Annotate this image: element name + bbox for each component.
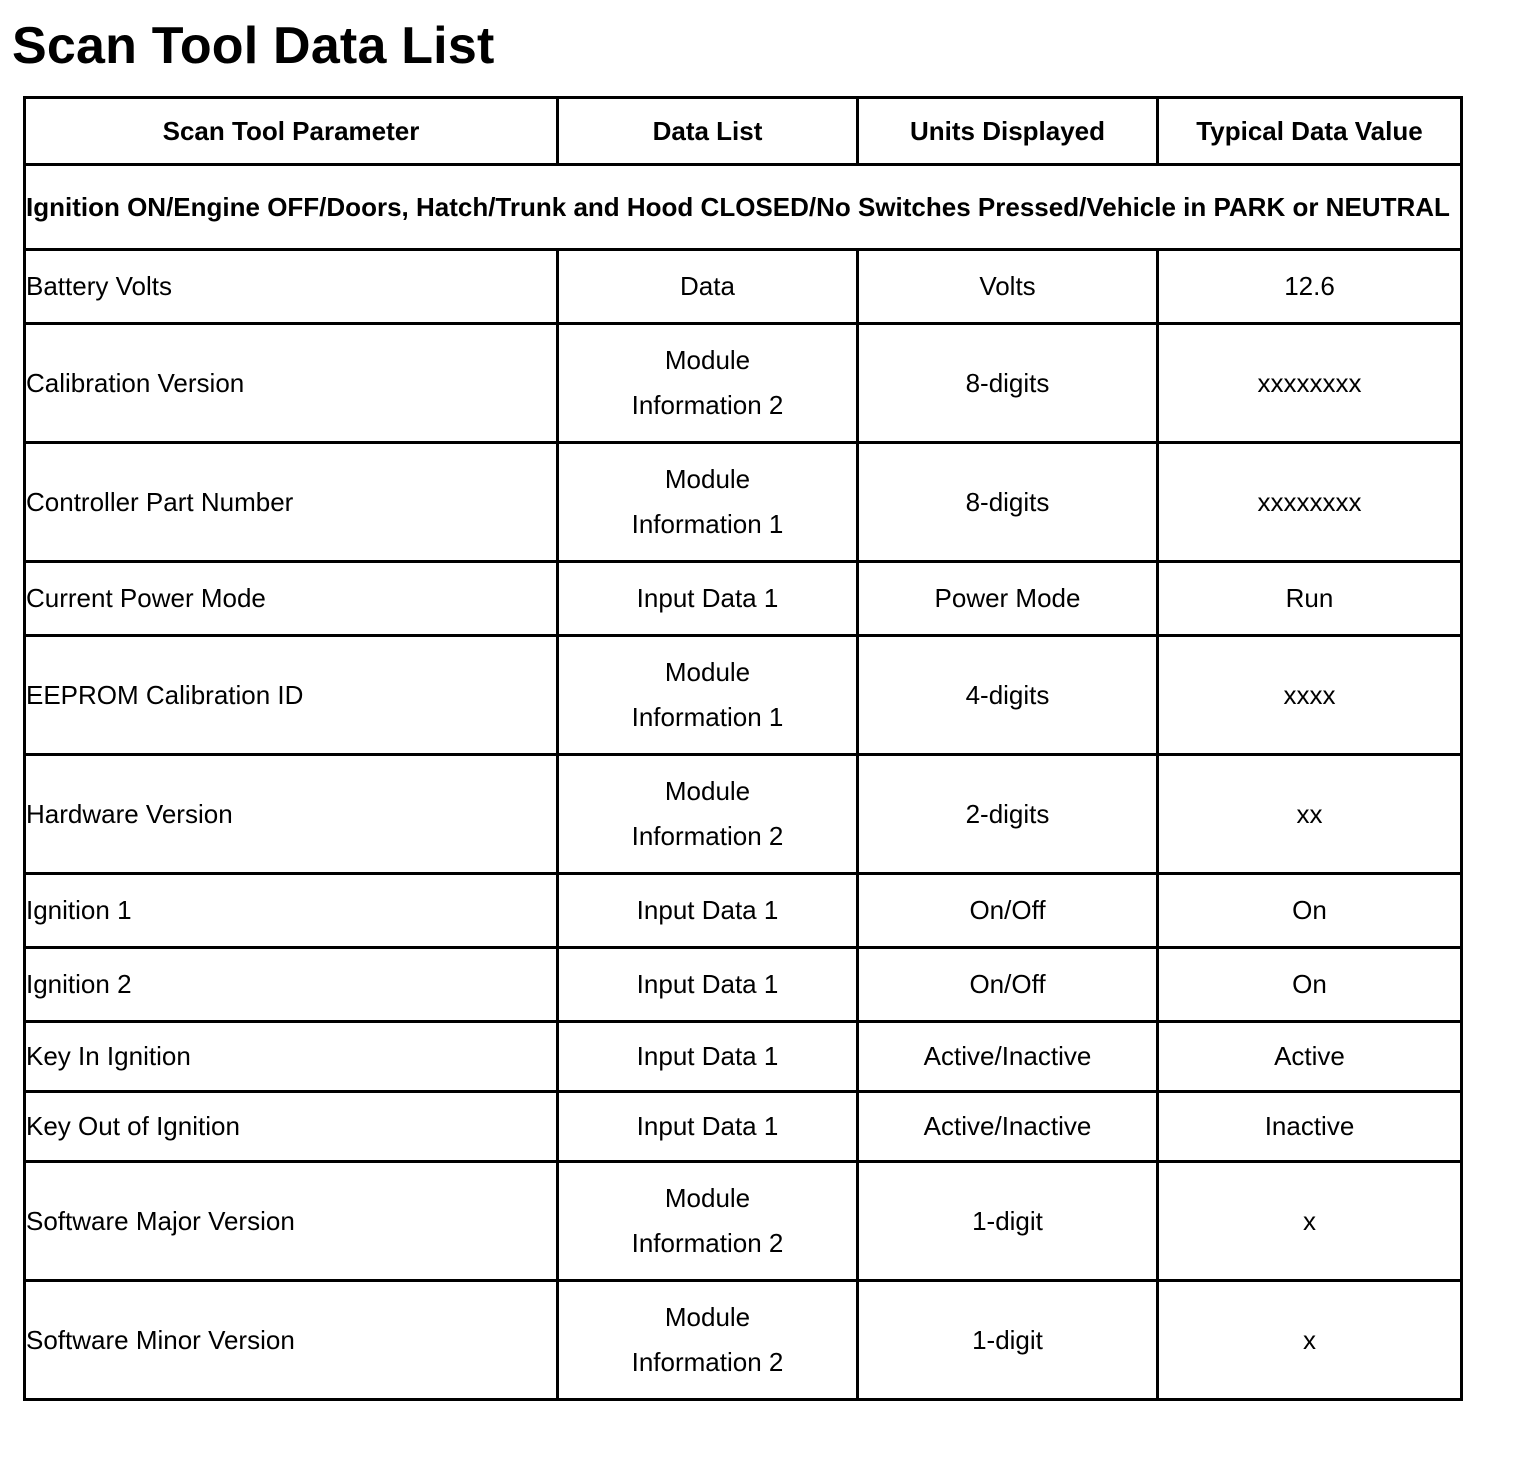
table-row bbox=[25, 948, 1462, 1022]
cell-typical-value: xx bbox=[1158, 755, 1462, 874]
cell-units: 2-digits bbox=[858, 755, 1158, 874]
cell-parameter: Software Minor Version bbox=[25, 1281, 558, 1400]
data-list-line: Input Data 1 bbox=[636, 583, 779, 613]
data-list-line: Input Data 1 bbox=[636, 969, 779, 999]
table-row bbox=[25, 755, 1462, 874]
cell-parameter: Ignition 2 bbox=[25, 948, 558, 1022]
cell-units: 8-digits bbox=[858, 324, 1158, 443]
cell-typical-value: xxxxxxxx bbox=[1158, 443, 1462, 562]
cell-data-list bbox=[558, 636, 858, 755]
table-row bbox=[25, 1092, 1462, 1162]
data-list-line: Module bbox=[664, 657, 751, 687]
data-list-line: Module bbox=[664, 776, 751, 806]
cell-typical-value: On bbox=[1158, 874, 1462, 948]
cell-parameter: Controller Part Number bbox=[25, 443, 558, 562]
cell-data-list bbox=[558, 1092, 858, 1162]
table-row bbox=[25, 324, 1462, 443]
header-units: Units Displayed bbox=[858, 98, 1158, 165]
data-list-line: Input Data 1 bbox=[636, 895, 779, 925]
data-list-line: Information 2 bbox=[631, 1347, 784, 1377]
cell-data-list bbox=[558, 562, 858, 636]
cell-data-list bbox=[558, 1281, 858, 1400]
cell-data-list bbox=[558, 755, 858, 874]
cell-typical-value: On bbox=[1158, 948, 1462, 1022]
data-list-line: Input Data 1 bbox=[636, 1041, 779, 1071]
header-data-list: Data List bbox=[558, 98, 858, 165]
data-list-line: Module bbox=[664, 1302, 751, 1332]
data-list-line: Module bbox=[664, 464, 751, 494]
cell-units: 1-digit bbox=[858, 1162, 1158, 1281]
data-list-line: Information 2 bbox=[631, 821, 784, 851]
cell-units: 8-digits bbox=[858, 443, 1158, 562]
header-row bbox=[25, 98, 1462, 165]
cell-parameter: Software Major Version bbox=[25, 1162, 558, 1281]
condition-cell: Ignition ON/Engine OFF/Doors, Hatch/Trunk and Hood CLOSED/No Switches Pressed/Vehicle in PARK or NEUTRAL bbox=[25, 165, 1462, 250]
cell-units: 4-digits bbox=[858, 636, 1158, 755]
cell-data-list bbox=[558, 1022, 858, 1092]
cell-data-list bbox=[558, 324, 858, 443]
cell-parameter: Hardware Version bbox=[25, 755, 558, 874]
data-list-line: Information 2 bbox=[631, 390, 784, 420]
cell-parameter: Key In Ignition bbox=[25, 1022, 558, 1092]
condition-row bbox=[25, 165, 1462, 250]
cell-parameter: Key Out of Ignition bbox=[25, 1092, 558, 1162]
data-list-line: Information 1 bbox=[631, 702, 784, 732]
data-list-line: Module bbox=[664, 345, 751, 375]
data-list-line: Input Data 1 bbox=[636, 1111, 779, 1141]
cell-typical-value: 12.6 bbox=[1158, 250, 1462, 324]
page-title: Scan Tool Data List bbox=[12, 17, 495, 75]
cell-typical-value: x bbox=[1158, 1281, 1462, 1400]
table-row bbox=[25, 1022, 1462, 1092]
cell-parameter: Current Power Mode bbox=[25, 562, 558, 636]
table-row bbox=[25, 562, 1462, 636]
cell-typical-value: Active bbox=[1158, 1022, 1462, 1092]
cell-data-list bbox=[558, 1162, 858, 1281]
data-list-line: Information 2 bbox=[631, 1228, 784, 1258]
cell-data-list bbox=[558, 250, 858, 324]
cell-typical-value: xxxx bbox=[1158, 636, 1462, 755]
cell-units: Active/Inactive bbox=[858, 1022, 1158, 1092]
cell-units: On/Off bbox=[858, 874, 1158, 948]
data-list-line: Information 1 bbox=[631, 509, 784, 539]
cell-data-list bbox=[558, 948, 858, 1022]
cell-data-list bbox=[558, 874, 858, 948]
cell-typical-value: xxxxxxxx bbox=[1158, 324, 1462, 443]
cell-units: Active/Inactive bbox=[858, 1092, 1158, 1162]
cell-units: Power Mode bbox=[858, 562, 1158, 636]
cell-parameter: Calibration Version bbox=[25, 324, 558, 443]
table-row bbox=[25, 874, 1462, 948]
table-row bbox=[25, 636, 1462, 755]
table-row bbox=[25, 443, 1462, 562]
cell-units: Volts bbox=[858, 250, 1158, 324]
cell-units: 1-digit bbox=[858, 1281, 1158, 1400]
cell-parameter: Battery Volts bbox=[25, 250, 558, 324]
table-body bbox=[25, 165, 1462, 1400]
cell-typical-value: x bbox=[1158, 1162, 1462, 1281]
table-row bbox=[25, 1162, 1462, 1281]
cell-parameter: Ignition 1 bbox=[25, 874, 558, 948]
cell-typical-value: Inactive bbox=[1158, 1092, 1462, 1162]
header-parameter: Scan Tool Parameter bbox=[25, 98, 558, 165]
cell-parameter: EEPROM Calibration ID bbox=[25, 636, 558, 755]
header-typical-value: Typical Data Value bbox=[1158, 98, 1462, 165]
cell-typical-value: Run bbox=[1158, 562, 1462, 636]
data-list-line: Data bbox=[680, 271, 735, 301]
cell-units: On/Off bbox=[858, 948, 1158, 1022]
table-row bbox=[25, 1281, 1462, 1400]
scan-tool-data-table bbox=[23, 96, 1463, 1401]
table-row bbox=[25, 250, 1462, 324]
data-list-line: Module bbox=[664, 1183, 751, 1213]
cell-data-list bbox=[558, 443, 858, 562]
